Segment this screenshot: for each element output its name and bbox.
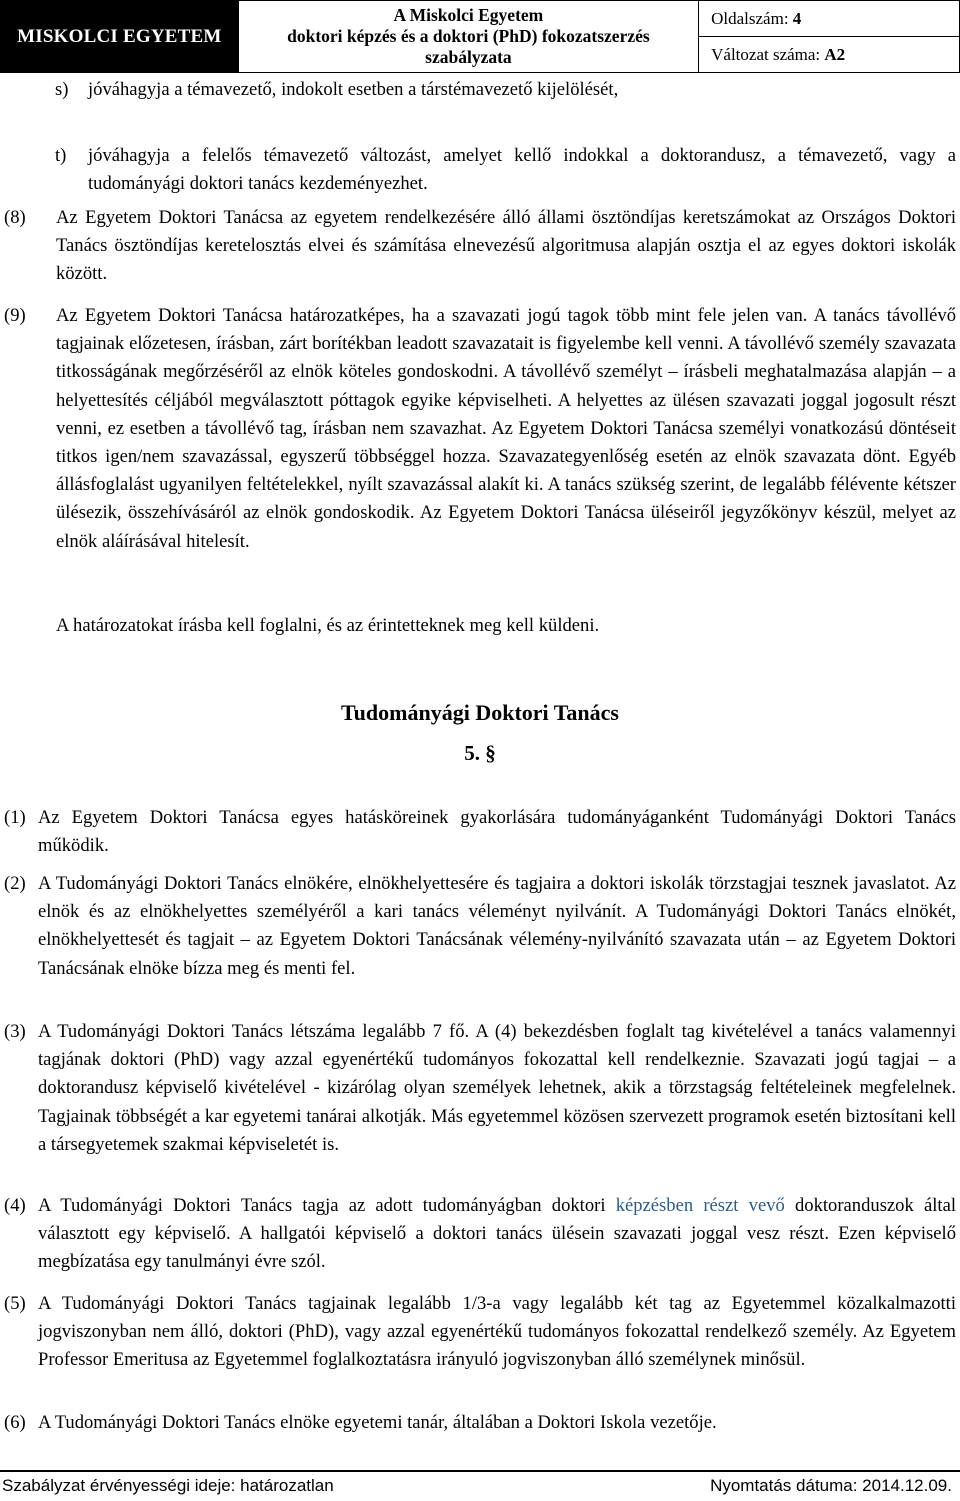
page-number-cell: Oldalszám: 4 [699,1,960,37]
list-item-text: jóváhagyja a felelős témavezető változást, amelyet kellő indokkal a doktorandusz, a témavezető, vagy a tudományági doktori tanács kezdeményezhet. [88,145,956,195]
print-date: Nyomtatás dátuma: 2014.12.09. [710,1476,952,1495]
paragraph-label: (6) [4,1412,26,1433]
list-item-label: s) [55,79,69,100]
paragraph-label: (4) [4,1195,26,1216]
paragraph-label: (1) [4,807,26,828]
list-item-text: jóváhagyja a témavezető, indokolt esetben a társtémavezető kijelölését, [88,79,619,100]
paragraph-label: (2) [4,873,26,894]
paragraph-text: A határozatokat írásba kell foglalni, és az érintetteknek meg kell küldeni. [56,615,600,636]
highlighted-text: képzésben részt vevő [615,1195,785,1216]
paragraph-text: Az Egyetem Doktori Tanácsa határozatképes, ha a szavazati jogú tagok több mint fele jelen van. A tanács távollévő tagjainak előzetesen, írásban, zárt borítékban leadott szavazatait is figyelembe kell venni. A távollévő személy szavazata titkosságának megőrzéséről az elnök köteles gondoskodni. A távollévő személyt – írásbeli meghatalmazása alapján – a helyettesítés céljából megválasztott póttagok egyike képviselheti. A helyettes az ülésen szavazati joggal jogosult részt venni, ez esetben a távollévő tag, írásban nem szavazhat. Az Egyetem Doktori Tanácsa személyi vonatkozású döntéseit titkos igen/nem szavazással, egyszerű többséggel hozza. Szavazategyenlőség esetén az elnök szavazata dönt. Egyéb állásfoglalást ugyanilyen feltételekkel, nyílt szavazással alakít ki. A tanács szükség szerint, de legalább félévente kétszer ülésezik, összehívásáról az elnök gondoskodik. Az Egyetem Doktori Tanácsa üléseiről jegyzőkönyv készül, melyet az elnök aláírásával hitelesít. [56,305,956,552]
paragraph-label: (5) [4,1293,26,1314]
paragraph-text: A Tudományági Doktori Tanács tagja az adott tudományágban doktori képzésben részt vevő doktoranduszok által választott egy képviselő. A hallgatói képviselő a doktori tanács ülésein szavazati joggal vesz részt. Ezen képviselő megbízatása egy tanulmányi évre szól. [38,1195,956,1273]
validity-text: Szabályzat érvényességi ideje: határozatlan [2,1476,334,1495]
document-title: A Miskolci Egyetem doktori képzés és a doktori (PhD) fokozatszerzés szabályzata [238,1,698,73]
section-title: Tudományági Doktori Tanács [341,700,619,725]
list-item-label: t) [55,145,67,166]
section-number: 5. § [464,741,496,765]
paragraph-text: A Tudományági Doktori Tanács elnöke egyetemi tanár, általában a Doktori Iskola vezetője. [38,1412,717,1433]
paragraph-label: (8) [4,207,26,228]
paragraph-label: (3) [4,1021,26,1042]
page-footer [0,1470,960,1501]
paragraph-text: A Tudományági Doktori Tanács elnökére, elnökhelyettesére és tagjaira a doktori iskolák törzstagjai tesznek javaslatot. Az elnök és az elnökhelyettes személyéről a kari tanács véleményt nyilvánít. A Tudományági Doktori Tanács elnökét, elnökhelyettesét és tagjait – az Egyetem Doktori Tanácsának vélemény-nyilvánító szavazata után – az Egyetem Doktori Tanácsának elnöke bízza meg és menti fel. [38,873,956,979]
page-number: 4 [792,8,802,28]
page-header [0,0,960,73]
university-name: MISKOLCI EGYETEM [1,1,239,73]
version-number: A2 [824,44,846,64]
paragraph-text: A Tudományági Doktori Tanács létszáma legalább 7 fő. A (4) bekezdésben foglalt tag kivételével a tanács valamennyi tagjának doktori (PhD) vagy azzal egyenértékű tudományos fokozattal kell rendelkeznie. Szavazati jogú tagjai – a doktorandusz képviselő kivételével - kizárólag olyan személyek lehetnek, akik a törzstagság feltételeinek megfelelnek. Tagjainak többségét a kar egyetemi tanárai alkotják. Más egyetemmel közösen szervezett programok esetén biztosítani kell a társegyetemek szakmai képviseletét is. [38,1021,956,1155]
version-cell: Változat száma: A2 [699,37,960,73]
paragraph-text: A Tudományági Doktori Tanács tagjainak legalább 1/3-a vagy legalább két tag az Egyetemmel közalkalmazotti jogviszonyban nem álló, doktori (PhD), vagy azzal egyenértékű tudományos fokozattal rendelkező személy. Az Egyetem Professor Emeritusa az Egyetemmel foglalkoztatásra irányuló jogviszonyban álló személynek minősül. [38,1293,956,1371]
paragraph-label: (9) [4,305,26,326]
paragraph-text: Az Egyetem Doktori Tanácsa egyes hatásköreinek gyakorlására tudományáganként Tudományági Doktori Tanács működik. [38,807,956,857]
paragraph-text: Az Egyetem Doktori Tanácsa az egyetem rendelkezésére álló állami ösztöndíjas keretszámokat az Országos Doktori Tanács ösztöndíjas keretelosztás elvei és számítása elnevezésű algoritmusa alapján osztja el az egyes doktori iskolák között. [56,207,956,285]
